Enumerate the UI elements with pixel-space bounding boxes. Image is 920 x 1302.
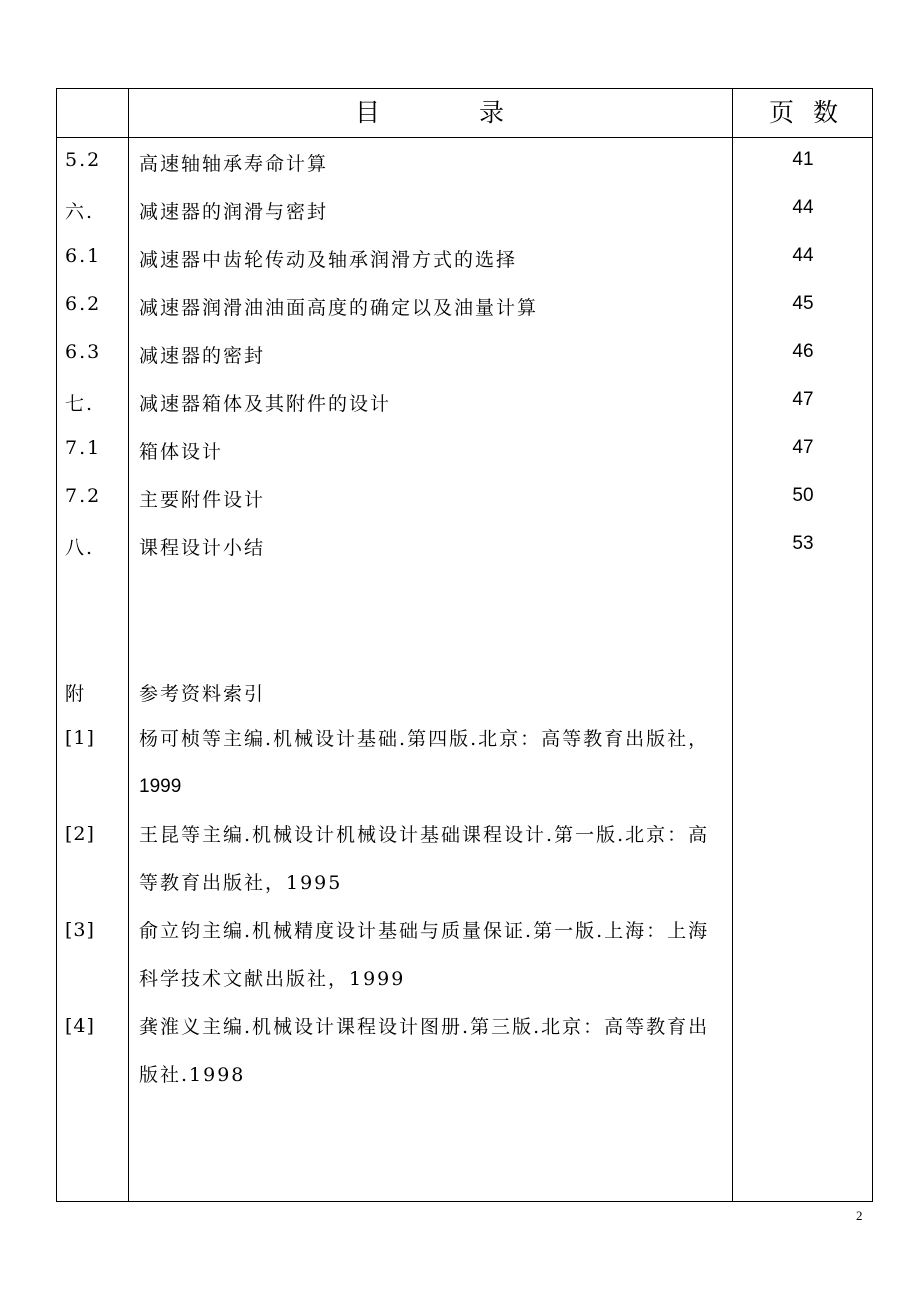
section-number: 八. <box>65 537 95 559</box>
reference-number: [4] <box>65 1015 95 1037</box>
section-title: 减速器润滑油油面高度的确定以及油量计算 <box>139 297 539 319</box>
toc-row <box>57 437 872 485</box>
section-title: 箱体设计 <box>139 441 224 463</box>
toc-row <box>57 293 872 341</box>
section-number: 7.2 <box>65 485 102 507</box>
section-number: 6.2 <box>65 293 102 315</box>
section-title: 主要附件设计 <box>139 489 266 511</box>
section-page: 53 <box>792 533 814 554</box>
toc-row <box>57 341 872 389</box>
section-page: 50 <box>792 485 814 506</box>
reference-text: 王昆等主编.机械设计机械设计基础课程设计.第一版.北京：高 等教育出版社，1995 <box>139 824 710 894</box>
section-page: 41 <box>792 149 814 170</box>
section-page: 47 <box>792 389 814 410</box>
reference-text: 龚淮义主编.机械设计课程设计图册.第三版.北京：高等教育出 版社.1998 <box>139 1016 710 1086</box>
reference-number: [2] <box>65 823 95 845</box>
reference-text: 俞立钧主编.机械精度设计基础与质量保证.第一版.上海：上海 科学技术文献出版社，1999 <box>139 920 710 990</box>
section-page: 46 <box>792 341 814 362</box>
section-title: 减速器的润滑与密封 <box>139 201 329 223</box>
reference-number: [3] <box>65 919 95 941</box>
toc-row <box>57 149 872 197</box>
page-number: 2 <box>856 1208 863 1223</box>
header-divider <box>57 137 872 138</box>
toc-table <box>56 88 873 1202</box>
pages-heading: 页 数 <box>769 98 839 127</box>
section-number: 7.1 <box>65 437 102 459</box>
toc-row <box>57 245 872 293</box>
section-page: 44 <box>792 245 814 266</box>
section-title: 减速器的密封 <box>139 345 266 367</box>
section-page: 44 <box>792 197 814 218</box>
reference-number: [1] <box>65 727 95 749</box>
section-page: 47 <box>792 437 814 458</box>
section-page: 45 <box>792 293 814 314</box>
appendix-title: 参考资料索引 <box>139 683 266 705</box>
section-number: 六. <box>65 201 95 223</box>
toc-row <box>57 485 872 533</box>
section-number: 6.3 <box>65 341 102 363</box>
reference-text: 杨可桢等主编.机械设计基础.第四版.北京：高等教育出版社， 1999 <box>139 728 710 797</box>
toc-row <box>57 197 872 245</box>
section-title: 减速器中齿轮传动及轴承润滑方式的选择 <box>139 249 518 271</box>
toc-row <box>57 533 872 581</box>
contents-heading: 目 录 <box>355 98 505 127</box>
section-title: 高速轴轴承寿命计算 <box>139 153 329 175</box>
section-title: 课程设计小结 <box>139 537 266 559</box>
section-number: 七. <box>65 393 95 415</box>
section-title: 减速器箱体及其附件的设计 <box>139 393 392 415</box>
toc-row <box>57 389 872 437</box>
appendix-label: 附 <box>65 683 87 705</box>
section-number: 6.1 <box>65 245 102 267</box>
section-number: 5.2 <box>65 149 102 171</box>
